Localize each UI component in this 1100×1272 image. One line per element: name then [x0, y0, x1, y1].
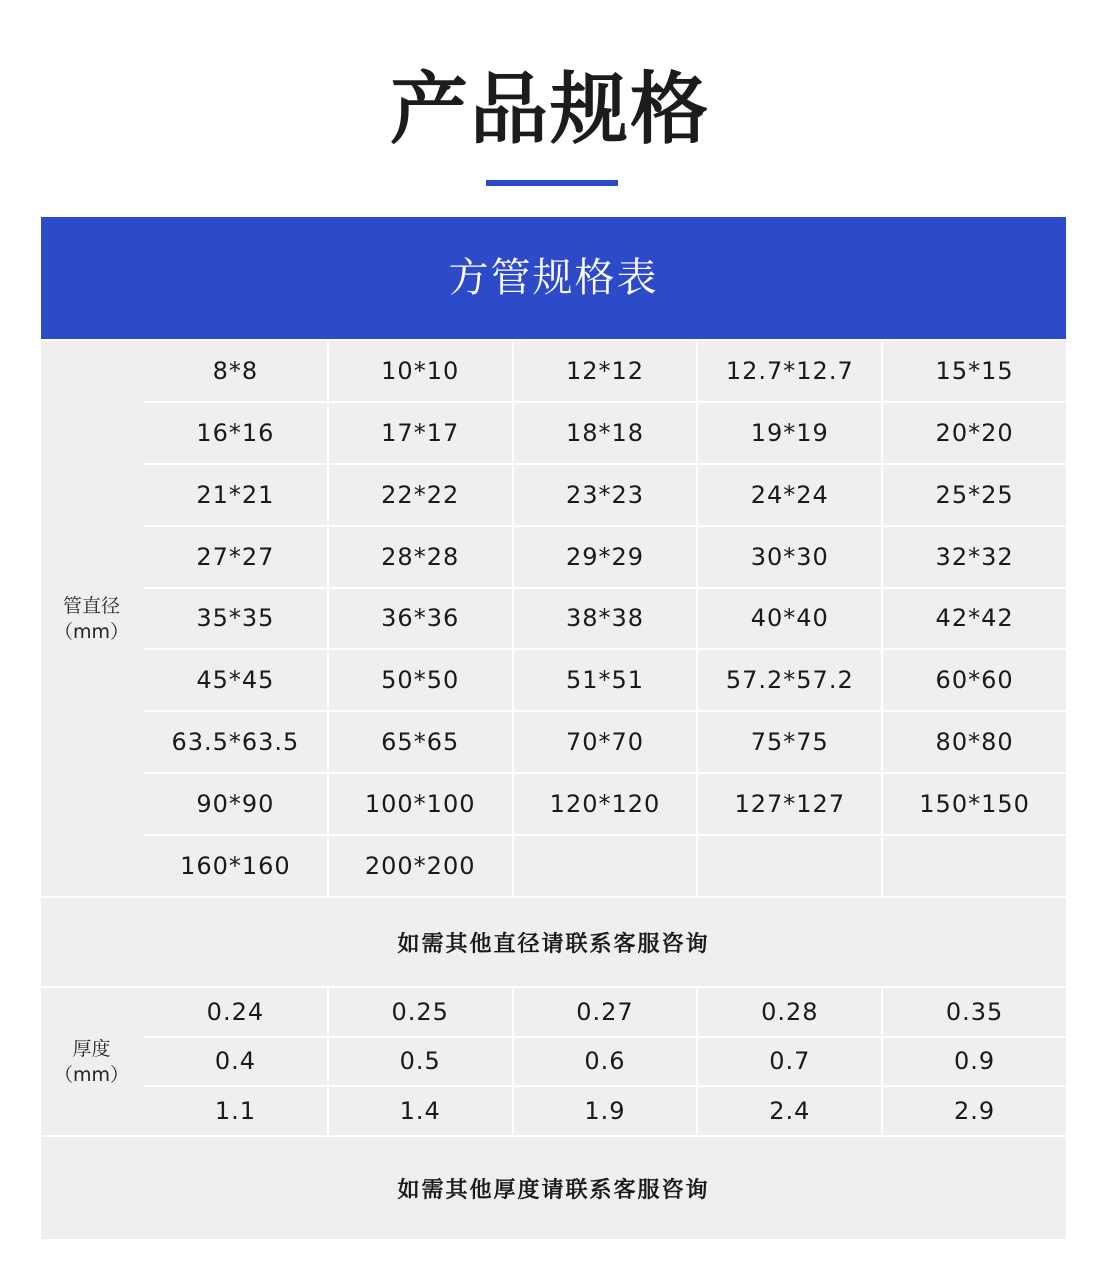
thickness-cell: 0.6	[514, 1038, 697, 1086]
diameter-cell: 12.7*12.7	[698, 341, 881, 401]
table-header: 方管规格表	[41, 217, 1066, 339]
thickness-cell: 2.9	[883, 1087, 1066, 1135]
diameter-cell: 200*200	[329, 836, 512, 896]
thickness-cell: 0.35	[883, 988, 1066, 1036]
thickness-unit-text: （mm）	[53, 1063, 130, 1086]
diameter-cell: 35*35	[144, 589, 327, 649]
diameter-cell: 50*50	[329, 650, 512, 710]
diameter-cell: 42*42	[883, 589, 1066, 649]
diameter-cell: 57.2*57.2	[698, 650, 881, 710]
thickness-label-text: 厚度	[72, 1037, 111, 1060]
diameter-cell: 25*25	[883, 465, 1066, 525]
diameter-cell: 28*28	[329, 527, 512, 587]
diameter-cell: 90*90	[144, 774, 327, 834]
diameter-cell: 17*17	[329, 403, 512, 463]
diameter-cell: 70*70	[514, 712, 697, 772]
diameter-block	[41, 341, 1066, 896]
diameter-cell: 16*16	[144, 403, 327, 463]
thickness-note: 如需其他厚度请联系客服咨询	[41, 1137, 1066, 1239]
diameter-cell: 100*100	[329, 774, 512, 834]
thickness-cell: 0.27	[514, 988, 697, 1036]
diameter-cell: 36*36	[329, 589, 512, 649]
diameter-cell: 75*75	[698, 712, 881, 772]
diameter-cell: 127*127	[698, 774, 881, 834]
diameter-cell: 51*51	[514, 650, 697, 710]
diameter-cell: 80*80	[883, 712, 1066, 772]
diameter-cell	[883, 836, 1066, 896]
diameter-cell: 10*10	[329, 341, 512, 401]
diameter-cell	[514, 836, 697, 896]
thickness-cell: 1.4	[329, 1087, 512, 1135]
diameter-cell: 32*32	[883, 527, 1066, 587]
diameter-cell: 150*150	[883, 774, 1066, 834]
diameter-cell: 18*18	[514, 403, 697, 463]
title-underline	[486, 180, 618, 186]
diameter-cell: 21*21	[144, 465, 327, 525]
thickness-block	[41, 988, 1066, 1135]
diameter-cell: 63.5*63.5	[144, 712, 327, 772]
diameter-cell: 60*60	[883, 650, 1066, 710]
thickness-label	[41, 988, 142, 1135]
diameter-note: 如需其他直径请联系客服咨询	[41, 898, 1066, 986]
thickness-cell: 0.4	[144, 1038, 327, 1086]
diameter-cell: 29*29	[514, 527, 697, 587]
diameter-label	[41, 341, 142, 896]
page-title: 产品规格	[389, 65, 710, 155]
diameter-cell: 19*19	[698, 403, 881, 463]
diameter-cell: 22*22	[329, 465, 512, 525]
thickness-cell: 0.5	[329, 1038, 512, 1086]
diameter-cell: 38*38	[514, 589, 697, 649]
diameter-cell: 27*27	[144, 527, 327, 587]
thickness-cell: 1.1	[144, 1087, 327, 1135]
thickness-cell: 0.28	[698, 988, 881, 1036]
thickness-cell: 1.9	[514, 1087, 697, 1135]
diameter-label-text: 管直径	[62, 594, 120, 617]
diameter-cell: 24*24	[698, 465, 881, 525]
diameter-unit-text: （mm）	[53, 620, 130, 643]
thickness-grid	[144, 988, 1066, 1135]
diameter-cell: 20*20	[883, 403, 1066, 463]
diameter-cell: 160*160	[144, 836, 327, 896]
diameter-cell: 40*40	[698, 589, 881, 649]
diameter-cell: 30*30	[698, 527, 881, 587]
thickness-cell: 0.7	[698, 1038, 881, 1086]
thickness-cell: 2.4	[698, 1087, 881, 1135]
thickness-cell: 0.24	[144, 988, 327, 1036]
thickness-cell: 0.9	[883, 1038, 1066, 1086]
diameter-cell: 120*120	[514, 774, 697, 834]
diameter-cell: 65*65	[329, 712, 512, 772]
diameter-cell: 23*23	[514, 465, 697, 525]
diameter-cell: 15*15	[883, 341, 1066, 401]
diameter-grid	[144, 341, 1066, 896]
thickness-cell: 0.25	[329, 988, 512, 1036]
diameter-cell: 45*45	[144, 650, 327, 710]
diameter-cell: 8*8	[144, 341, 327, 401]
diameter-cell	[698, 836, 881, 896]
diameter-cell: 12*12	[514, 341, 697, 401]
